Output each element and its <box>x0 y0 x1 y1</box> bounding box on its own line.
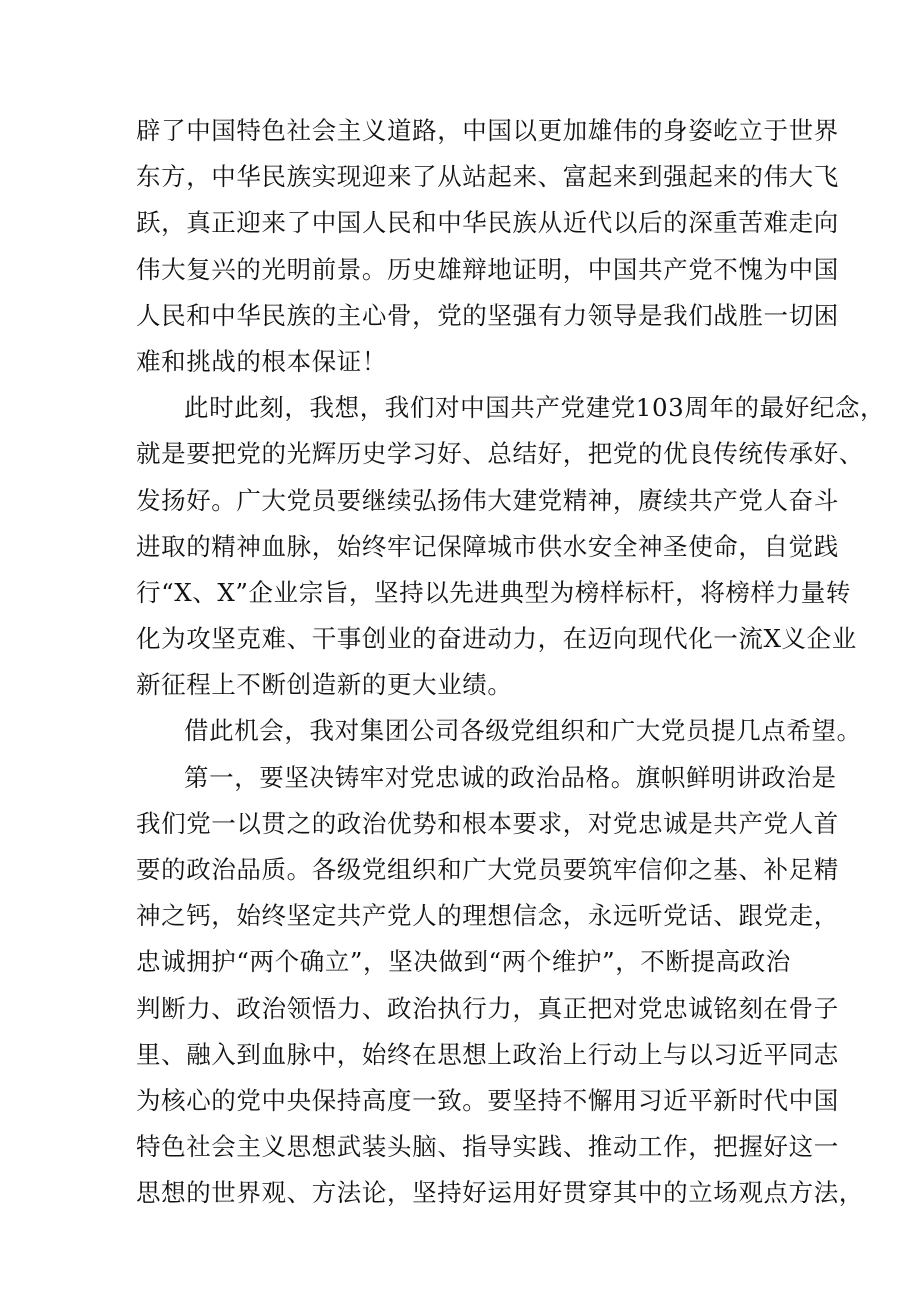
paragraph-first-line: 借此机会，我对集团公司各级党组织和广大党员提几点希望。 <box>184 716 862 746</box>
text-line: 思想的世界观、方法论，坚持好运用好贯穿其中的立场观点方法， <box>136 1178 864 1208</box>
text-line: 为核心的党中央保持高度一致。要坚持不懈用习近平新时代中国 <box>136 1085 839 1115</box>
paragraph-first-line: 第一，要坚决铸牢对党忠诚的政治品格。旗帜鲜明讲政治是 <box>184 762 837 792</box>
text-line: 特色社会主义思想武装头脑、指导实践、推动工作，把握好这一 <box>136 1132 839 1162</box>
text-line: 要的政治品质。各级党组织和广大党员要筑牢信仰之基、补足精 <box>136 855 839 884</box>
text-line: 发扬好。广大党员要继续弘扬伟大建党精神，赓续共产党人奋斗 <box>136 485 839 515</box>
text-line: 忠诚拥护“两个确立”，坚决做到“两个维护”，不断提高政治 <box>136 947 791 977</box>
text-line: 我们党一以贯之的政治优势和根本要求，对党忠诚是共产党人首 <box>136 808 839 838</box>
text-line: 进取的精神血脉，始终牢记保障城市供水安全神圣使命，自觉践 <box>136 531 839 561</box>
text-line: 行“X、X”企业宗旨，坚持以先进典型为榜样标杆，将榜样力量转 <box>136 577 851 607</box>
text-line: 新征程上不断创造新的更大业绩。 <box>136 670 513 700</box>
text-line: 就是要把党的光辉历史学习好、总结好，把党的优良传统传承好、 <box>136 439 864 469</box>
text-line: 辟了中国特色社会主义道路，中国以更加雄伟的身姿屹立于世界 <box>136 116 839 145</box>
text-line: 化为攻坚克难、干事创业的奋进动力，在迈向现代化一流X义企业 <box>136 624 857 654</box>
text-line: 伟大复兴的光明前景。历史雄辩地证明，中国共产党不愧为中国 <box>136 254 839 284</box>
text-line: 里、融入到血脉中，始终在思想上政治上行动上与以习近平同志 <box>136 1039 839 1069</box>
text-line: 人民和中华民族的主心骨，党的坚强有力领导是我们战胜一切困 <box>136 300 839 330</box>
document-body <box>136 108 886 1217</box>
text-line: 判断力、政治领悟力、政治执行力，真正把对党忠诚铭刻在骨子 <box>136 993 839 1023</box>
text-line: 跃，真正迎来了中国人民和中华民族从近代以后的深重苦难走向 <box>136 208 839 238</box>
text-line: 东方，中华民族实现迎来了从站起来、富起来到强起来的伟大飞 <box>136 162 839 192</box>
text-line: 难和挑战的根本保证！ <box>136 346 387 376</box>
text-line: 神之钙，始终坚定共产党人的理想信念，永远听党话、跟党走， <box>136 901 839 931</box>
paragraph-first-line: 此时此刻，我想，我们对中国共产党建党103周年的最好纪念， <box>184 393 886 423</box>
